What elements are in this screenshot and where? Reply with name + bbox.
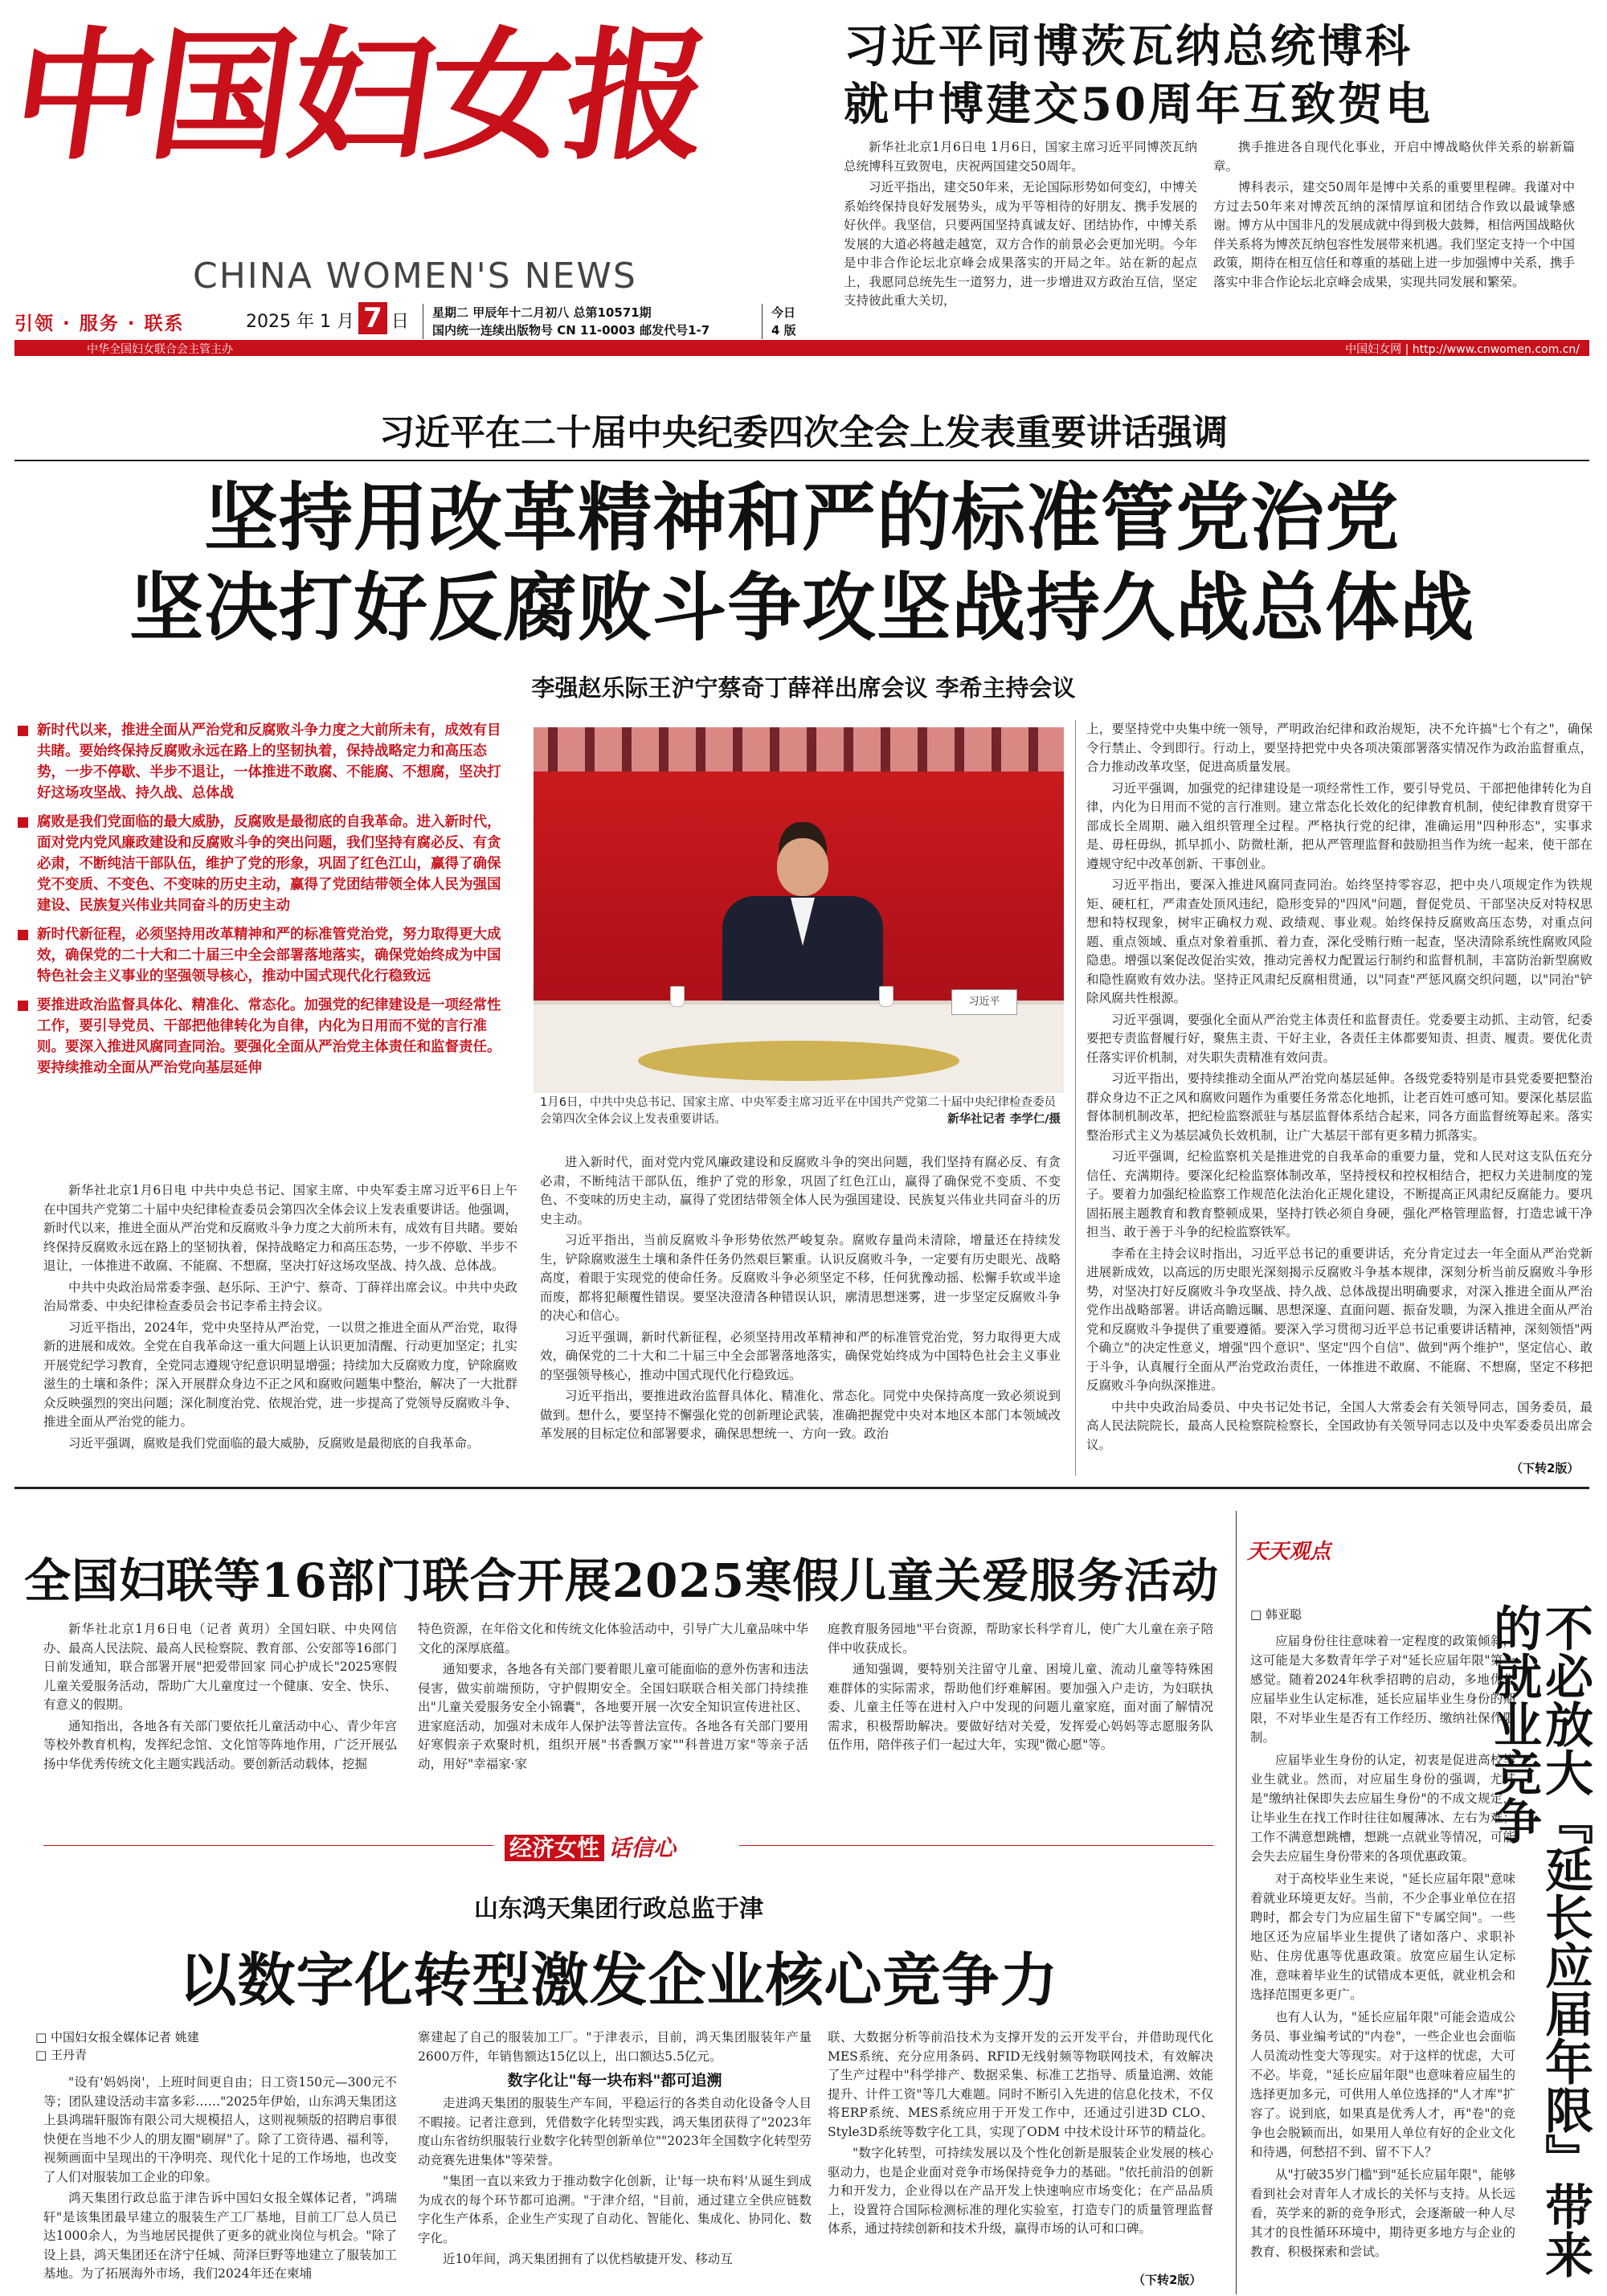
sponsor: 中华全国妇女联合会主管主办 [87,343,233,356]
top-story-col-2: 携手推进各自现代化事业，开启中博战略伙伴关系的崭新篇章。 博科表示，建交50周年是博中关系的重要里程碑。我谨对中方过去50年来对博茨瓦纳的深情厚谊和团结合作致以最诚挚感谢。博方从中国非凡的发展成就中得到极大鼓舞，相信两国战略伙伴关系将为博茨瓦纳包容性发展带来机遇。我们坚定支持一个中国政策，期待在相互信任和尊重的基础上进一步加强博中关系，携手落实中非合作论坛北京峰会成果，实现共同发展和繁荣。 [1213,140,1575,289]
opinion-body: 应届身份往往意味着一定程度的政策倾斜，这可能是大多数青年学子对"延长应届年限"第一感觉。随着2024年秋季招聘的启动，多地优化应届毕业生认定标准，延长应届毕业生身份的期限，不对毕业生是否有工作经历、缴纳社保作限制。 应届毕业生身份的认定，初衷是促进高校毕业生就业。然而，对应届生身份的强调，尤其是"缴纳社保即失去应届生身份"的不成文规定，让毕业生在找工作时往往如履薄冰、左右为难；工作不满意想跳槽，想跳一点就业等情况，可能会失去应届生身份带来的各项优惠政策。 对于高校毕业生来说，"延长应届年限"意味着就业环境更友好。当前，不少企事业单位在招聘时，都会专门为应届生留下"专属空间"。一些地区还为应届毕业生提供了诸如落户、求职补贴、住房优惠等优惠政策。放宽应届生认定标准，意味着毕业生的试错成本更低，就业机会和选择范围更多更广。 也有人认为，"延长应届年限"可能会造成公务员、事业编考试的"内卷"，一些企业也会面临人员流动性变大等现实。对于这样的忧虑，大可不必。毕竟，"延长应届年限"也意味着应届生的选择更加多元，可供用人单位选择的"人才库"扩容了。说到底，如果真是优秀人才，再"卷"的竞争也会脱颖而出，如果用人单位有好的企业文化和待遇，何愁招不到、留不下人？ 从"打破35岁门槛"到"延长应届年限"，能够看到社会对青年人才成长的关怀与支持。从长远看，英学来的新的竞争形式，会逐渐破一种人尽其才的良性循环环境中，期待更多地方与企业的教育、积极探索和尝试。 [1250,1634,1515,2259]
photo-caption: 1月6日，中共中央总书记、国家主席、中央军委主席习近平在中国共产党第二十届中央纪律检查委员会第四次全体会议上发表重要讲话。 新华社记者 李学仁/摄 [540,1095,1061,1128]
weekday-line: 星期二 甲辰年十二月初八 总第10571期 [432,305,652,320]
lead-headline [14,473,1589,653]
econ-col-3: 联、大数据分析等前沿技术为支撑开发的云开发平台，并借助现代化MES系统、充分应用条码、RFID无线射频等物联网技术，有效解决了生产过程中"科学排产、数据采集、标准工艺指导、质量追溯、效能提升、计件工资"等几大难题。同时不断引入先进的信息化技术，不仅将ERP系统、MES系统应用于开发工作中，还通过引进3D CLO、Style3D系统等数字化工具，实现了ODM 中技术设计环节的精益化。 "数字化转型，可持续发展以及个性化创新是服装企业发展的核心驱动力，也是企业面对竞争市场保持竞争力的基础。"依托前沿的创新力和开发力，企业得以在产品开发上快速响应市场变化；在产品品质上，设置符合国际检测标准的理化实验室，打造专门的质量管理监督体系，通过持续创新和技术升级，赢得市场的认可和口碑。 [828,2030,1213,2236]
headline-line-2: 就中博建交50周年互致贺电 [844,78,1433,131]
photo-credit: 新华社记者 李学仁/摄 [947,1113,1061,1126]
masthead [0,0,828,321]
newspaper-logo: 中国妇女报 [2,13,718,179]
issue-date [246,302,409,334]
econ-column-tag [505,1831,676,1863]
today-label: 今日 [771,305,796,320]
key-point: 要推进政治监督具体化、精准化、常态化。加强党的纪律建设是一项经常性工作，要引导党员、干部把他律转化为自律，内化为日用而不觉的言行准则。要深入推进风腐同查同治。要强化全面从严治党主体责任和监督责任。要持续推动全面从严治党向基层延伸 [18,995,509,1078]
website-link[interactable]: 中国妇女网 | http://www.cnwomen.com.cn/ [1345,343,1580,356]
opinion-author: □ 韩亚聪 [1250,1607,1302,1622]
date-day: 7 [358,302,387,334]
econ-col-1: "设有'妈妈岗'，上班时间更自由；日工资150元—300元不等；团队建设活动丰富多彩……"2025年伊始，山东鸿天集团这上县鸿瑞轩服饰有限公司大规模招人，这则视频版的招聘启事很快便在当地不少人的朋友圈"刷屏"了。除了工资待遇、福利等，视频画面中呈现出的干净明亮、现代化十足的工作场地，也改变了人们对服装加工企业的印象。 鸿天集团行政总监于津告诉中国妇女报全媒体记者，"鸿瑞轩"是该集团最早建立的服装生产工厂基地，目前工厂总人员已达1000余人，为当地居民提供了更多的就业岗位与机会。"除了设上县，鸿天集团还在济宁任城、菏泽巨野等地建立了服装加工基地。为了拓展海外市场，我们2024年还在柬埔 [43,2075,397,2281]
fed-col-1: 新华社北京1月6日电（记者 黄玥）全国妇联、中央网信办、最高人民法院、最高人民检察院、教育部、公安部等16部门日前发通知，联合部署开展"把爱带回家 同心护成长"2025寒假儿童关爱服务活动，帮助广大儿童度过一个健康、安全、快乐、有意义的假期。 通知指出，各地各有关部门要依托儿童活动中心、青少年宫等校外教育机构，发挥纪念馆、文化馆等阵地作用，广泛开展弘扬中华优秀传统文化主题实践活动。要创新活动载体，挖掘 [43,1622,397,1771]
fed-col-2: 特色资源，在年俗文化和传统文化体验活动中，引导广大儿童品味中华文化的深厚底蕴。 通知要求，各地各有关部门要着眼儿童可能面临的意外伤害和违法侵害，做实前端预防，守护假期安全。全国妇联联合相关部门持续推出"儿童关爱服务安全小锦囊"，各地要开展一次安全知识宣传进社区、进家庭活动，加强对未成年人保护法等普法宣传。各地各有关部门要用好寒假亲子欢聚时机，组织开展"书香飘万家""科普进万家"等亲子活动，用好"幸福家·家 [418,1622,808,1771]
continued-note: （下转2版） [1511,1461,1580,1475]
pages-label: 4 版 [771,323,796,338]
econ-subhead: 数字化让"每一块布料"都可追溯 [507,2072,722,2089]
opinion-logo [1247,1535,1331,1565]
lead-kicker: 习近平在二十届中央纪委四次全会上发表重要讲话强调 [379,412,1228,453]
column-tag-2: 话信心 [608,1835,677,1861]
lead-body-col-2: 进入新时代，面对党内党风廉政建设和反腐败斗争的突出问题，我们坚持有腐必反、有贪必肃，不断纯洁干部队伍，维护了党的形象，巩固了红色江山，赢得了确保党不变质、不变色、不变味的历史主动，赢得了党团结带领全体人民为强国建设、民族复兴伟业共同奋斗的历史主动。 习近平指出，当前反腐败斗争形势依然严峻复杂。腐败存量尚未清除，增量还在持续发生，铲除腐败滋生土壤和条件任务仍然艰巨繁重。认识反腐败斗争，一定要有历史眼光、战略高度，着眼于实现党的使命任务。反腐败斗争必须坚定不移，任何犹豫动摇、松懈手软或半途而废，都将犯颠覆性错误。要坚决澄清各种错误认识，廓清思想迷雾，进一步坚定反腐败斗争的决心和信心。 习近平强调，新时代新征程，必须坚持用改革精神和严的标准管党治党，努力取得更大成效，确保党的二十大和二十届三中全会部署落地落实，确保党始终成为中国特色社会主义事业的坚强领导核心，推动中国式现代化行稳致远。 习近平指出，要推进政治监督具体化、精准化、常态化。同党中央保持高度一致必须说到做到。想什么，要坚持不懈强化党的创新理论武装，准确把握党中央对本地区本部门本领域改革发展的目标定位和部署要求，确保思想统一、方向一致。政治 [540,1155,1061,1441]
date-suffix: 日 [391,312,409,332]
econ-kicker: 山东鸿天集团行政总监于津 [474,1895,763,1923]
lead-subhead: 李强赵乐际王沪宁蔡奇丁薛祥出席会议 李希主持会议 [531,674,1076,702]
lead-key-points [18,720,509,1157]
issn-line: 国内统一连续出版物号 CN 11-0003 邮发代号1-7 [432,323,710,338]
lead-body-col-1: 新华社北京1月6日电 中共中央总书记、国家主席、中央军委主席习近平6日上午在中国共产党第二十届中央纪律检查委员会第四次全体会议上发表重要讲话。他强调，新时代以来，推进全面从严治党和反腐败斗争力度之大前所未有，成效有目共睹。要始终保持反腐败永远在路上的坚韧执着，保持战略定力和高压态势，一步不停歇、半步不退让，一体推进不敢腐、不能腐、不想腐，坚决打好这场攻坚战、持久战、总体战。 中共中央政治局常委李强、赵乐际、王沪宁、蔡奇、丁薛祥出席会议。中共中央政治局常委、中央纪律检查委员会书记李希主持会议。 习近平指出，2024年，党中央坚持从严治党，一以贯之推进全面从严治党，取得新的进展和成效。全党在自我革命这一重大问题上认识更加清醒、行动更加坚定；扎实开展党纪学习教育，全党同志遵规守纪意识明显增强；持续加大反腐败力度，铲除腐败滋生的土壤和条件；深入开展群众身边不正之风和腐败问题集中整治，解决了一大批群众反映强烈的突出问题；深化制度治党、依规治党，进一步提高了党领导反腐败斗争、推进全面从严治党的能力。 习近平强调，腐败是我们党面临的最大威胁，反腐败是最彻底的自我革命。 [43,1183,517,1451]
column-tag: 经济女性 [505,1835,604,1861]
lead-photo [534,727,1064,1089]
lead-headline-line-2: 坚决打好反腐败斗争攻坚战持久战总体战 [129,564,1474,651]
lead-headline-line-1: 坚持用改革精神和严的标准管党治党 [203,474,1400,561]
motto: 引领 · 服务 · 联系 [14,313,185,334]
byline-2: 王丹青 [50,2048,87,2062]
econ-col-2: 寨建起了自己的服装加工厂。"于津表示，目前，鸿天集团服装年产量2600万件，年销售额达15亿以上，出口额达5.5亿元。 数字化让"每一块布料"都可追溯 走进鸿天集团的服装生产车间，平稳运行的各类自动化设备令人目不暇接。记者注意到，凭借数字化转型实践，鸿天集团获得了"2023年度山东省纺织服装行业数字化转型创新单位""2023年全国数字化转型劳动竞赛先进集体"等荣誉。 "集团一直以来致力于推动数字化创新，让'每一块布料'从诞生到成为成衣的每个环节都可追溯。"于津介绍，"目前，通过建立全供应链数字化生产体系，企业生产实现了自动化、智能化、集成化、协同化、数字化。 近10年间，鸿天集团拥有了以优档敏捷开发、移动互 [418,2030,812,2266]
top-story-col-1: 新华社北京1月6日电 1月6日，国家主席习近平同博茨瓦纳总统博科互致贺电，庆祝两国建交50周年。 习近平指出，建交50年来，无论国际形势如何变幻，中博关系始终保持良好发展势头，成为平等相待的好朋友、携手发展的好伙伴。我坚信，只要两国坚持真诚友好、团结协作，中博关系发展的大道必将越走越宽，双方合作的前景必会更加光明。今年是中非合作论坛北京峰会成果落实的开局之年。站在新的起点上，我愿同总统先生一道努力，进一步增进双方政治互信，坚定支持彼此重大关切， [844,140,1197,308]
econ-byline: □ 中国妇女报全媒体记者 姚建 □ 王丹青 [35,2030,199,2062]
fed-col-3: 庭教育服务园地"平台资源，帮助家长科学育儿，使广大儿童在亲子陪伴中收获成长。 通知强调，要特别关注留守儿童、困境儿童、流动儿童等特殊困难群体的实际需求，帮助他们纾难解困。要加强入户走访，为妇联执委、儿童主任等在进村入户中发现的问题儿童家庭，面对面了解情况需求，积极帮助解决。要做好结对关爱，发挥爱心妈妈等志愿服务队伍作用，陪伴孩子们一起过大年，实现"微心愿"等。 [828,1622,1213,1752]
key-point: 腐败是我们党面临的最大威胁，反腐败是最彻底的自我革命。进入新时代，面对党内党风廉政建设和反腐败斗争的突出问题，我们坚持有腐必反、有贪必肃，不断纯洁干部队伍，维护了党的形象，巩固了红色江山，赢得了确保党不变质、不变色、不变味的历史主动，赢得了党团结带领全体人民为强国建设、民族复兴伟业共同奋斗的历史主动 [18,812,509,916]
opinion-headline: 不必放大『延长应届年限』带来的就业竞争 [1486,1603,1593,2278]
top-story-headline [844,18,1591,133]
date-prefix: 2025 年 1 月 [246,312,354,332]
headline-line-1: 习近平同博茨瓦纳总统博科 [844,20,1413,73]
masthead-strip [14,340,1589,356]
nameplate: 习近平 [951,989,1017,1015]
top-story [836,18,1591,335]
key-point: 新时代新征程，必须坚持用改革精神和严的标准管党治党，努力取得更大成效，确保党的二十大和二十届三中全会部署落地落实，确保党始终成为中国特色社会主义事业的坚强领导核心，推动中国式现代化行稳致远 [18,924,509,987]
byline-1: 中国妇女报全媒体记者 姚建 [50,2030,199,2044]
fed-headline: 全国妇联等16部门联合开展2025寒假儿童关爱服务活动 [24,1553,1220,1608]
english-name: CHINA WOMEN'S NEWS [193,256,637,297]
econ-continued-note: （下转2版） [1133,2273,1202,2287]
econ-headline: 以数字化转型激发企业核心竞争力 [178,1946,1059,2014]
sidebar-logo: 天天观点 [1247,1540,1331,1564]
key-point: 新时代以来，推进全面从严治党和反腐败斗争力度之大前所未有，成效有目共睹。要始终保持反腐败永远在路上的坚韧执着，保持战略定力和高压态势，一步不停歇、半步不退让，一体推进不敢腐、不能腐、不想腐，坚决打好这场攻坚战、持久战、总体战 [18,720,509,804]
lead-body-col-3: 上，要坚持党中央集中统一领导，严明政治纪律和政治规矩，决不允许搞"七个有之"，确保令行禁止、令到即行。行动上，要坚持把党中央各项决策部署落实情况作为政治监督重点，合力推动改革攻坚，促进高质量发展。 习近平强调，加强党的纪律建设是一项经常性工作，要引导党员、干部把他律转化为自律，内化为日用而不觉的言行准则。建立常态化长效化的纪律教育机制，使纪律教育贯穿干部成长全周期、融入组织管理全过程。严格执行党的纪律，准确运用"四种形态"，实事求是、毋枉毋纵，抓早抓小、防微杜渐，把从严管理监督和鼓励担当作为统一起来，使干部在遵规守纪中改革创新、干事创业。 习近平指出，要深入推进风腐同查同治。始终坚持零容忍，把中央八项规定作为铁规矩、硬杠杠，严肃查处顶风违纪，隐形变异的"四风"问题，督促党员、干部坚决反对特权思想和特权现象，树牢正确权力观、政绩观、事业观。始终保持反腐败高压态势，对重点问题、重点领域、重点对象着重抓、着力查，深化受贿行贿一起查，坚决清除系统性腐败风险隐患。增强以案促改促治实效，推动完善权力配置运行制约和监督机制，丰富防治新型腐败和隐性腐败有效办法。坚持正风肃纪反腐相贯通，以"同查"严惩风腐交织问题，以"同治"铲除风腐共性根源。 习近平强调，要强化全面从严治党主体责任和监督责任。党委要主动抓、主动管，纪委要把专责监督履行好，聚焦主责、干好主业，各责任主体都要知责、担责、履责。要优化责任落实评价机制，对失职失责精准有效问责。 习近平指出，要持续推动全面从严治党向基层延伸。各级党委特别是市县党委要把整治群众身边不正之风和腐败问题作为重要任务常态化地抓，让老百姓可感可知。要深化基层监督体制机制改革，把纪检监察派驻与基层监督体系结合起来，同各方面监督统筹起来。落实整治形式主义为基层减负长效机制，让广大基层干部有更多精力抓落实。 习近平强调，纪检监察机关是推进党的自我革命的重要力量，党和人民对这支队伍充分信任、充满期待。要深化纪检监察体制改革，坚持授权和控权相结合，把权力关进制度的笼子。要着力加强纪检监察工作规范化法治化正规化建设，不断提高正风肃纪反腐能力。要巩固拓展主题教育和教育整顿成果，坚持打铁必须自身硬，强化严格管理监督，打造忠诚干净担当、敢于善于斗争的纪检监察铁军。 李希在主持会议时指出，习近平总书记的重要讲话，充分肯定过去一年全面从严治党新进展新成效，以高远的历史眼光深刻揭示反腐败斗争基本规律，深刻分析当前反腐败斗争形势，对坚决打好反腐败斗争攻坚战、持久战、总体战提出明确要求，对深入推进全面从严治党作出战略部署。讲话高瞻远瞩、思想深邃、直面问题、振奋发聩，为深入推进全面从严治党和反腐败斗争提供了重要遵循。要深入学习贯彻习近平总书记重要讲话精神，深刻领悟"两个确立"的决定性意义，增强"四个意识"、坚定"四个自信"、做到"两个维护"，坚定信心、敢于斗争，认真履行全面从严治党政治责任，一体推进不敢腐、不能腐、不想腐，坚定不移把反腐败斗争向纵深推进。 中共中央政治局委员、中央书记处书记，全国人大常委会有关领导同志，国务委员，最高人民法院院长，最高人民检察院检察长，全国政协有关领导同志以及中央军委委员出席会议。 [1086,722,1593,1452]
